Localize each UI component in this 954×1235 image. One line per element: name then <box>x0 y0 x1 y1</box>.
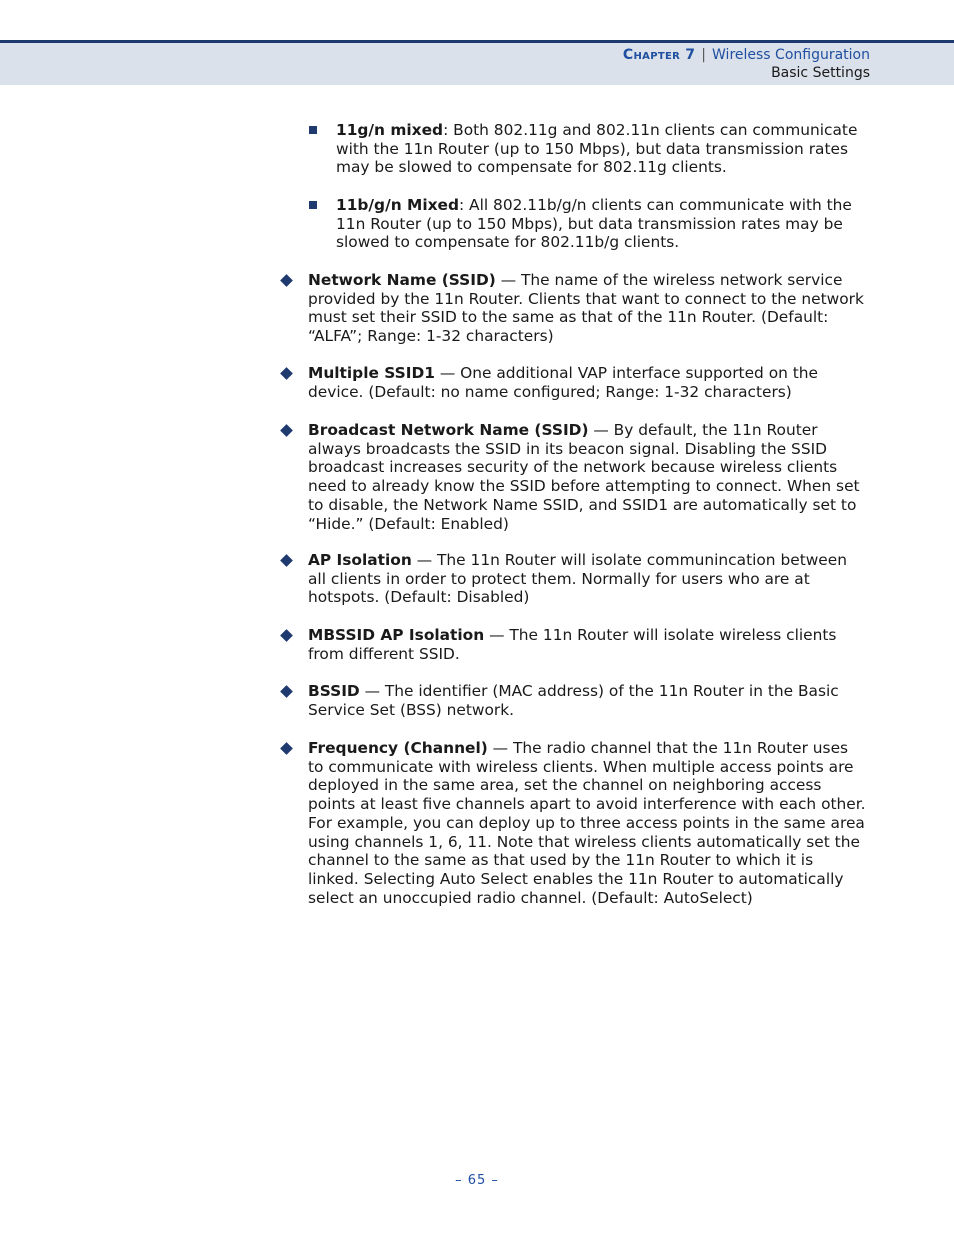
item-text: — The radio channel that the 11n Router uses to communicate with wireless clients. When multiple access points are deployed in the same area, set the channel on neighboring access points at least five channels apart to avoid interference with each other. For example, you can deploy up to three access points in the same area using channels 1, 6, 11. Note that wireless clients automatically set the channel to the same as that used by the 11n Router to which it is linked. Selecting Auto Select enables the 11n Router to automatically select an unoccupied radio channel. (Default: AutoSelect) <box>308 739 866 907</box>
header-chapter-line <box>623 46 870 64</box>
diamond-bullet-icon <box>280 367 293 380</box>
sub-list-item <box>336 121 871 177</box>
item-text: — One additional VAP interface supported on the device. (Default: no name configured; Range: 1-32 characters) <box>308 364 819 401</box>
diamond-bullet-icon <box>280 424 293 437</box>
sub-item-term: 11b/g/n Mixed <box>336 196 459 214</box>
header-separator: | <box>701 47 707 63</box>
list-item <box>308 421 868 533</box>
item-term: BSSID <box>308 682 360 700</box>
running-header <box>623 46 870 82</box>
item-term: AP Isolation <box>308 551 412 569</box>
diamond-bullet-icon <box>280 629 293 642</box>
list-item <box>308 682 868 719</box>
item-term: Frequency (Channel) <box>308 739 488 757</box>
item-text: — By default, the 11n Router always broadcasts the SSID in its beacon signal. Disabling the SSID broadcast increases security of the network because wireless clients need to already know the SSID before attempting to connect. When set to disable, the Network Name SSID, and SSID1 are automatically set to “Hide.” (Default: Enabled) <box>308 421 860 533</box>
section-title: Basic Settings <box>771 65 870 81</box>
list-item <box>308 626 868 663</box>
chapter-label: Chapter 7 <box>622 47 696 63</box>
diamond-bullet-icon <box>280 685 293 698</box>
item-term: Network Name (SSID) <box>308 271 496 289</box>
item-text: — The name of the wireless network service provided by the 11n Router. Clients that want to connect to the network must set their SSID to the same as that of the 11n Router. (Default: “ALFA”; Range: 1-32 characters) <box>308 271 864 346</box>
page-number: – 65 – <box>455 1173 499 1188</box>
item-text: — The 11n Router will isolate wireless clients from different SSID. <box>308 626 837 663</box>
square-bullet-icon <box>309 201 317 209</box>
diamond-bullet-icon <box>280 554 293 567</box>
square-bullet-icon <box>309 126 317 134</box>
sub-list-item <box>336 196 871 252</box>
item-text: — The 11n Router will isolate communincation between all clients in order to protect them. Normally for users who are at hotspots. (Default: Disabled) <box>308 551 848 607</box>
sub-item-term: 11g/n mixed <box>336 121 444 139</box>
item-term: Broadcast Network Name (SSID) <box>308 421 589 439</box>
item-term: Multiple SSID1 <box>308 364 435 382</box>
list-item <box>308 271 868 346</box>
chapter-title: Wireless Configuration <box>712 47 870 63</box>
list-item <box>308 551 868 607</box>
item-term: MBSSID AP Isolation <box>308 626 485 644</box>
diamond-bullet-icon <box>280 274 293 287</box>
list-item <box>308 364 868 401</box>
sub-item-text: : All 802.11b/g/n clients can communicate with the 11n Router (up to 150 Mbps), but data transmission rates may be slowed to compensate for 802.11b/g clients. <box>336 196 852 252</box>
item-text: — The identifier (MAC address) of the 11n Router in the Basic Service Set (BSS) network. <box>308 682 839 719</box>
diamond-bullet-icon <box>280 742 293 755</box>
sub-item-text: : Both 802.11g and 802.11n clients can communicate with the 11n Router (up to 150 Mbps), but data transmission rates may be slowed to compensate for 802.11g clients. <box>336 121 858 177</box>
list-item <box>308 739 868 907</box>
